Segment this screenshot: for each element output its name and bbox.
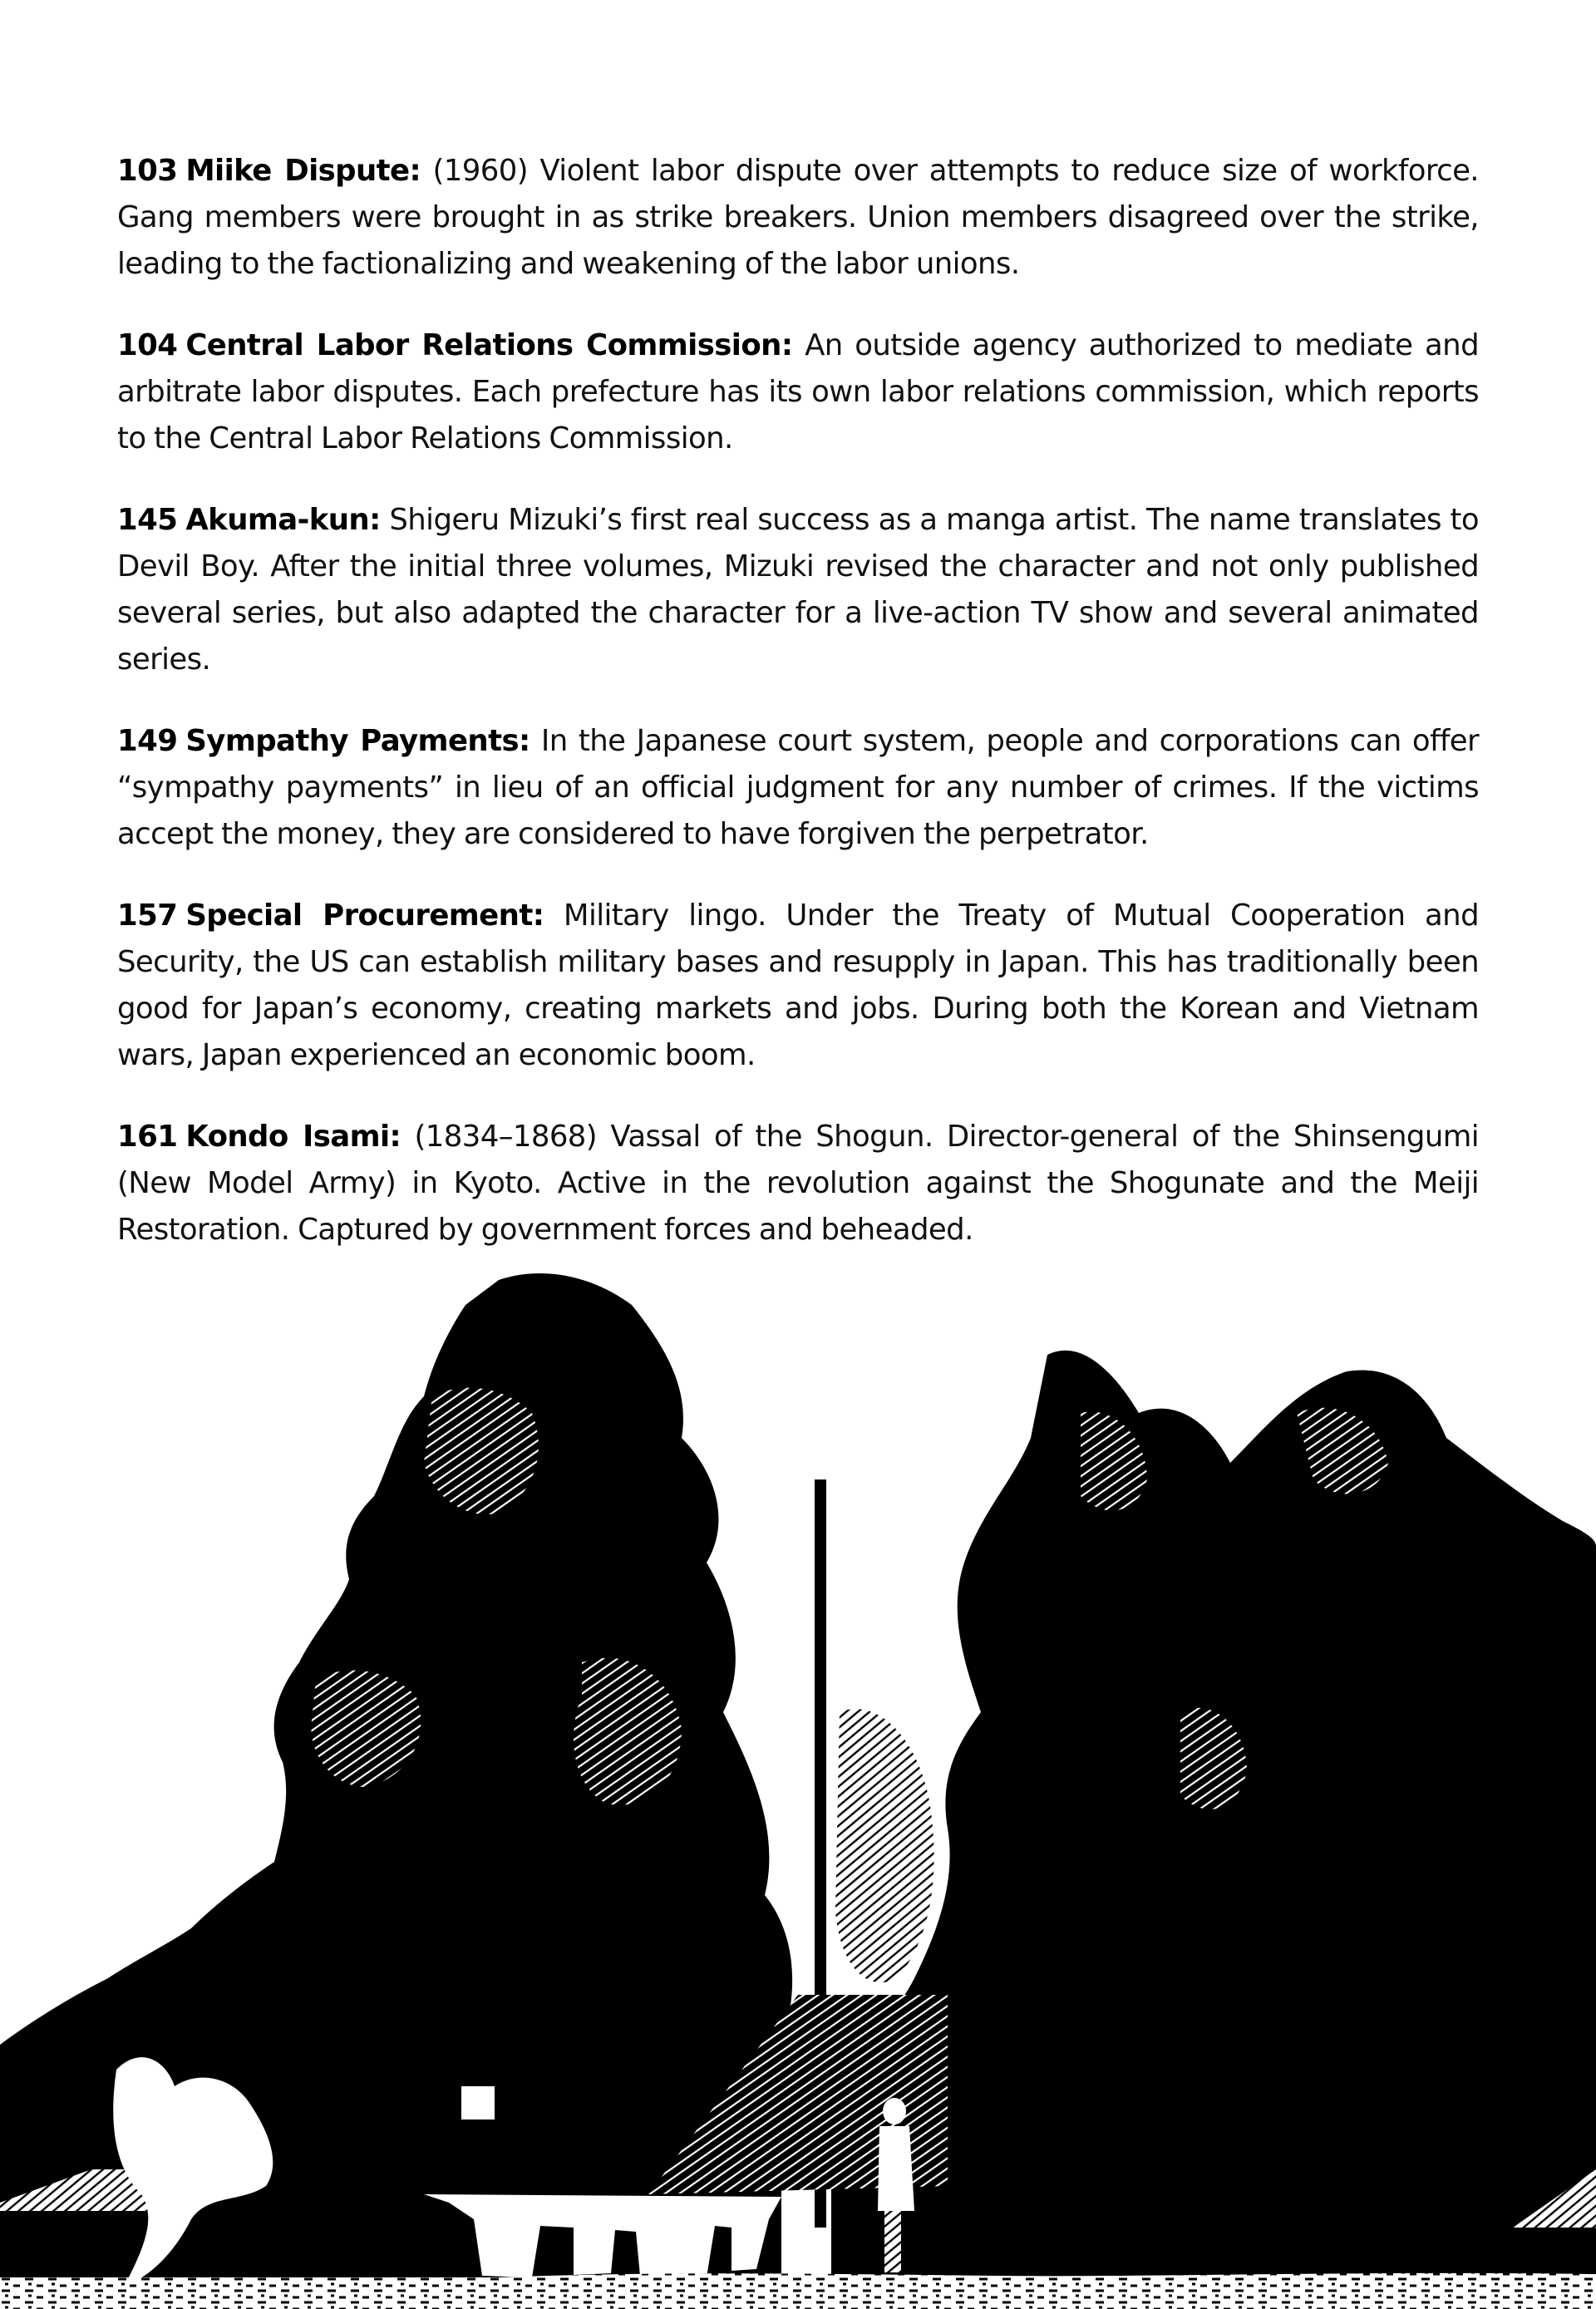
note-page-ref: 104 xyxy=(117,328,178,362)
note-term: Special Procurement: xyxy=(185,898,544,933)
note-term: Akuma-kun: xyxy=(185,503,381,537)
note-entry xyxy=(117,718,1479,858)
note-entry xyxy=(117,148,1479,288)
note-text: An outside agency authorized to mediate and arbitrate labor disputes. Each prefecture has its own labor relations commission, which reports to the Central Labor Relations Commission. xyxy=(117,328,1480,455)
note-entry xyxy=(117,322,1479,462)
note-text: Military lingo. Under the Treaty of Mutual Cooperation and Security, the US can establish military bases and resupply in Japan. This has traditionally been good for Japan’s economy, creating markets and jobs. During both the Korean and Vietnam wars, Japan experienced an economic boom. xyxy=(117,898,1479,1072)
note-page-ref: 161 xyxy=(117,1120,178,1154)
glossary-notes xyxy=(117,148,1479,1288)
note-term: Miike Dispute: xyxy=(185,154,421,188)
sky-hatching xyxy=(835,1709,934,1982)
landscape-drawing xyxy=(0,1247,1596,2309)
note-entry xyxy=(117,1114,1479,1253)
note-text: (1834–1868) Vassal of the Shogun. Director-general of the Shinsengumi (New Model Army) in Kyoto. Active in the revolution against the Shogunate and the Meiji Restoration. Captured by government forces and beheaded. xyxy=(117,1120,1480,1247)
note-entry xyxy=(117,893,1479,1079)
note-text: Shigeru Mizuki’s first real success as a manga artist. The name translates to Devil Boy. After the initial three volumes, Mizuki revised the character and not only published several series, but also adapted the character for a live-action TV show and several animated series. xyxy=(117,503,1479,677)
note-text: (1960) Violent labor dispute over attempts to reduce size of workforce. Gang members were brought in as strike breakers. Union members disagreed over the strike, leading to the factionalizing and weakening of the labor unions. xyxy=(117,154,1479,281)
ink-illustration xyxy=(0,1247,1596,2309)
note-page-ref: 103 xyxy=(117,154,178,188)
note-term: Kondo Isami: xyxy=(185,1120,401,1154)
note-page-ref: 149 xyxy=(117,724,178,758)
note-term: Central Labor Relations Commission: xyxy=(185,328,793,362)
note-entry xyxy=(117,497,1479,683)
grass-field xyxy=(0,2277,1596,2309)
note-term: Sympathy Payments: xyxy=(185,724,530,758)
shed-window xyxy=(461,2086,495,2119)
note-text: In the Japanese court system, people and corporations can offer “sympathy payments” in lieu of an official judgment for any number of crimes. If the victims accept the money, they are considered to have forgiven the perpetrator. xyxy=(117,724,1480,851)
note-page-ref: 145 xyxy=(117,503,178,537)
note-page-ref: 157 xyxy=(117,898,178,933)
